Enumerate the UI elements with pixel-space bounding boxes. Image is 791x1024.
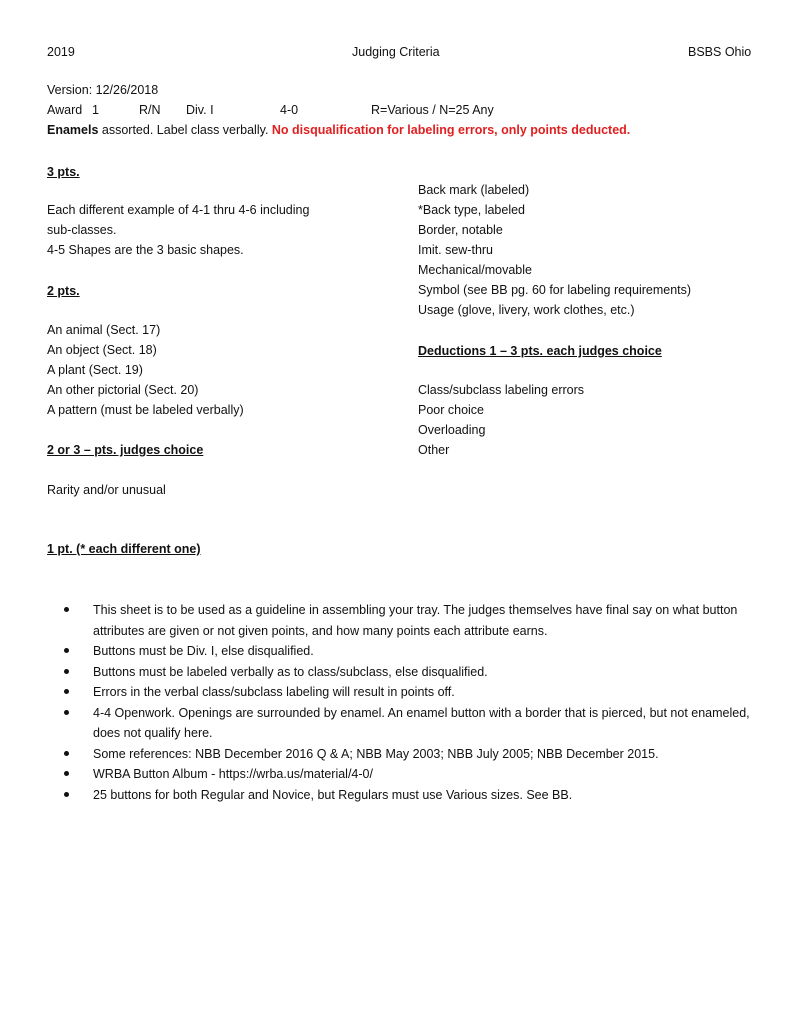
note-text: Buttons must be Div. I, else disqualified. bbox=[93, 644, 314, 658]
one-pt-heading: 1 pt. (* each different one) bbox=[47, 542, 201, 556]
note-text: WRBA Button Album - https://wrba.us/material/4-0/ bbox=[93, 767, 373, 781]
two-pts-line: A pattern (must be labeled verbally) bbox=[47, 403, 244, 417]
class-code: 4-0 bbox=[280, 103, 299, 117]
list-item bbox=[64, 703, 754, 744]
list-item bbox=[64, 682, 754, 703]
award-number: 1 bbox=[92, 103, 99, 117]
bullet-dot-icon bbox=[64, 669, 69, 674]
division-label: Div. I bbox=[186, 103, 214, 117]
three-pts-line: Each different example of 4-1 thru 4-6 including bbox=[47, 203, 310, 217]
bullet-dot-icon bbox=[64, 648, 69, 653]
note-text: 25 buttons for both Regular and Novice, but Regulars must use Various sizes. See BB. bbox=[93, 787, 573, 802]
rn-label: R/N bbox=[139, 103, 161, 117]
note-text: Some references: NBB December 2016 Q & A; NBB May 2003; NBB July 2005; NBB December 2015. bbox=[93, 746, 659, 761]
bullet-dot-icon bbox=[64, 607, 69, 612]
deductions-line: Overloading bbox=[418, 423, 486, 437]
rule-label: R=Various / N=25 Any bbox=[371, 103, 494, 117]
intro-bold: Enamels bbox=[47, 123, 99, 137]
one-pt-line: Mechanical/movable bbox=[418, 263, 532, 277]
award-label: Award bbox=[47, 103, 83, 117]
intro-red-note: No disqualification for labeling errors, only points deducted. bbox=[271, 123, 631, 137]
list-item bbox=[64, 600, 754, 641]
one-pt-line: Symbol (see BB pg. 60 for labeling requirements) bbox=[418, 283, 692, 297]
list-item bbox=[64, 744, 754, 765]
one-pt-line: Border, notable bbox=[418, 223, 503, 237]
intro-line bbox=[47, 122, 630, 138]
two-pts-line: An other pictorial (Sect. 20) bbox=[47, 383, 199, 397]
header-org: BSBS Ohio bbox=[688, 45, 752, 59]
version-line: Version: 12/26/2018 bbox=[47, 83, 159, 97]
header-year: 2019 bbox=[47, 45, 75, 59]
header-title: Judging Criteria bbox=[352, 45, 440, 59]
three-pts-line: sub-classes. bbox=[47, 223, 117, 237]
list-item bbox=[64, 785, 754, 806]
two-pts-line: An animal (Sect. 17) bbox=[47, 323, 161, 337]
note-text: Buttons must be labeled verbally as to class/subclass, else disqualified. bbox=[93, 664, 488, 679]
deductions-line: Other bbox=[418, 443, 450, 457]
two-pts-heading: 2 pts. bbox=[47, 284, 80, 298]
two-pts-line: An object (Sect. 18) bbox=[47, 343, 157, 357]
three-pts-heading: 3 pts. bbox=[47, 165, 80, 179]
one-pt-line: *Back type, labeled bbox=[418, 203, 526, 217]
bullet-dot-icon bbox=[64, 771, 69, 776]
bullet-dot-icon bbox=[64, 792, 69, 797]
two-or-three-heading: 2 or 3 – pts. judges choice bbox=[47, 443, 204, 457]
note-text: Errors in the verbal class/subclass labeling will result in points off. bbox=[93, 685, 455, 699]
notes-list bbox=[64, 600, 754, 805]
note-text: 4-4 Openwork. Openings are surrounded by enamel. An enamel button with a border that is pierced, but not enameled, does not qualify here. bbox=[93, 705, 750, 740]
list-item bbox=[64, 764, 754, 785]
three-pts-line: 4-5 Shapes are the 3 basic shapes. bbox=[47, 243, 244, 257]
one-pt-line: Usage (glove, livery, work clothes, etc.) bbox=[418, 303, 635, 317]
two-pts-line: A plant (Sect. 19) bbox=[47, 363, 143, 377]
bullet-dot-icon bbox=[64, 689, 69, 694]
one-pt-line: Back mark (labeled) bbox=[418, 183, 530, 197]
note-text: This sheet is to be used as a guideline in assembling your tray. The judges themselves have final say on what button attributes are given or not given points, and how many points each attribute earns. bbox=[93, 603, 738, 638]
one-pt-line: Imit. sew-thru bbox=[418, 243, 494, 257]
deductions-line: Class/subclass labeling errors bbox=[418, 383, 585, 397]
bullet-dot-icon bbox=[64, 710, 69, 715]
deductions-line: Poor choice bbox=[418, 403, 485, 417]
deductions-heading: Deductions 1 – 3 pts. each judges choice bbox=[418, 344, 662, 358]
list-item bbox=[64, 662, 754, 683]
intro-plain: assorted. Label class verbally. bbox=[98, 123, 272, 137]
list-item bbox=[64, 641, 754, 662]
two-or-three-line: Rarity and/or unusual bbox=[47, 483, 166, 497]
bullet-dot-icon bbox=[64, 751, 69, 756]
